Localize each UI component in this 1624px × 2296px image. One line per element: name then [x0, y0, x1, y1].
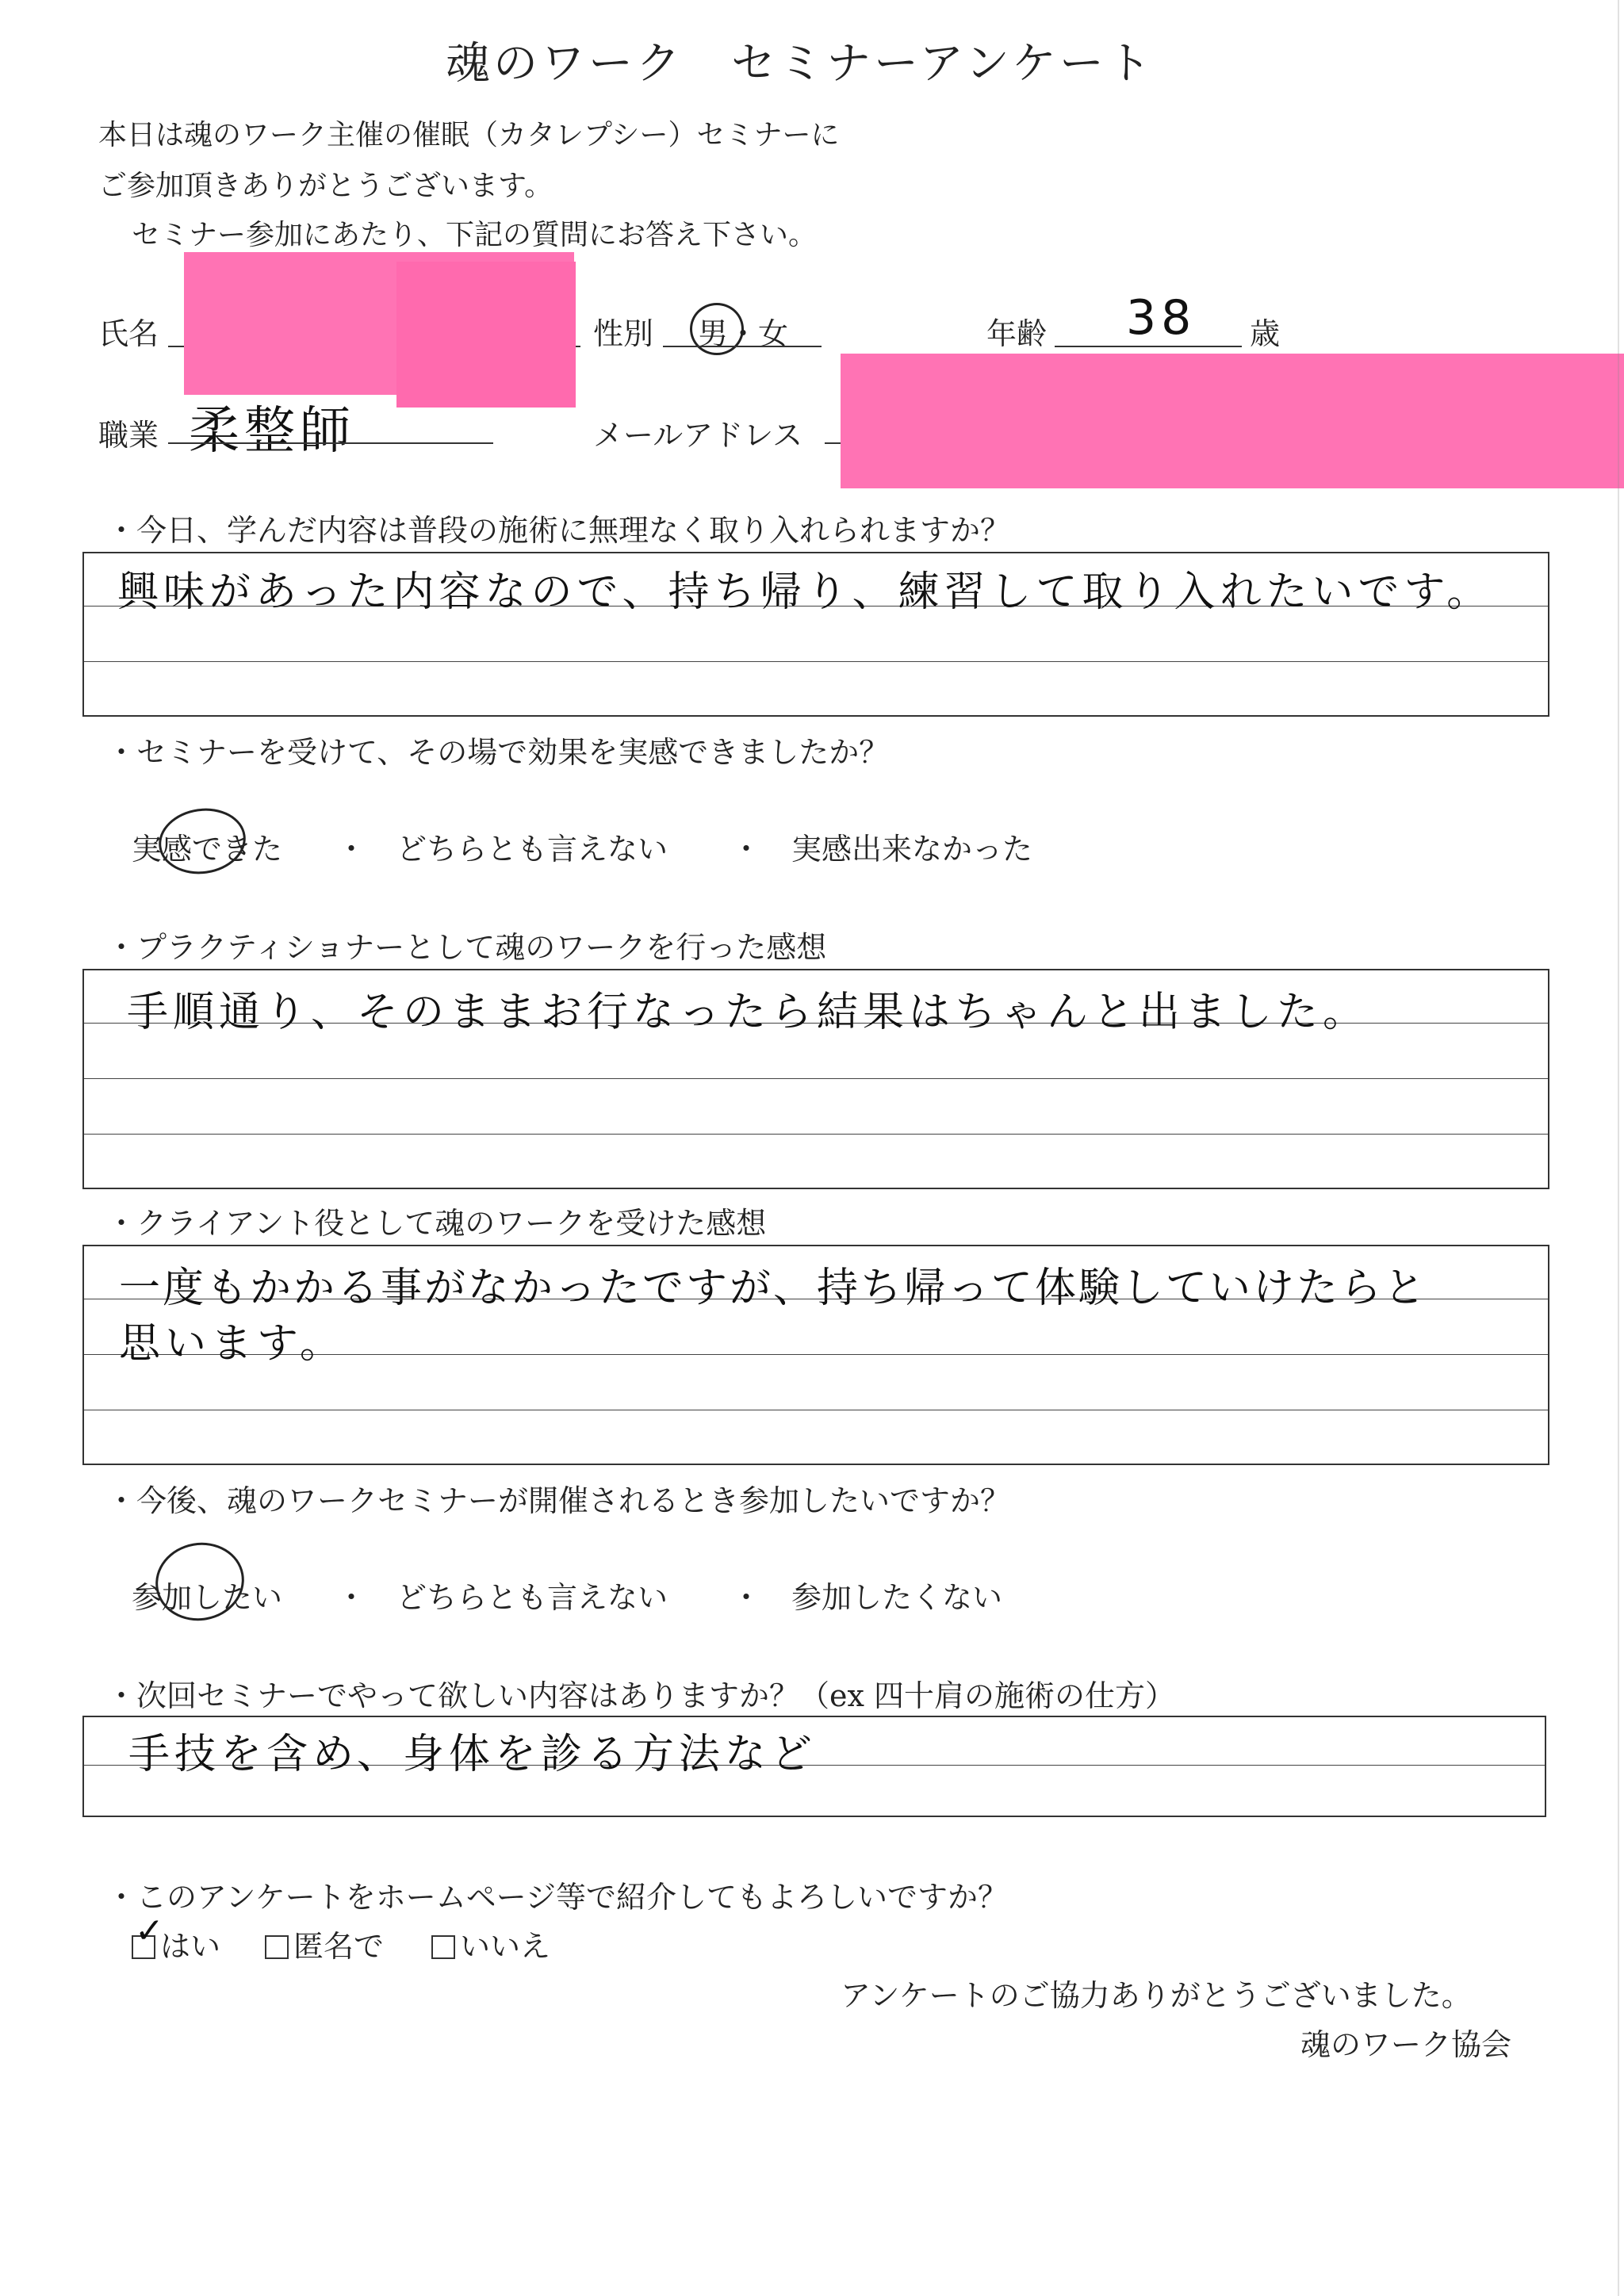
q5-option-1[interactable]: 参加したい	[132, 1580, 283, 1615]
q3-answer: 手順通り、そのままお行なったら結果はちゃんと出ました。	[127, 989, 1369, 1036]
q5-sep-1: ・	[336, 1580, 367, 1615]
q7-option-anonymous-label: 匿名で	[293, 1929, 385, 1964]
q4-answer-line-1: 一度もかかる事がなかったですが、持ち帰って体験していけたらと	[119, 1265, 1428, 1312]
q7-option-yes-label: はい	[160, 1929, 221, 1964]
intro-line-3: セミナー参加にあたり、下記の質問にお答え下さい。	[132, 219, 818, 251]
q5-option-3[interactable]: 参加したくない	[791, 1580, 1003, 1615]
job-value: 柔整師	[189, 402, 355, 461]
q7-option-no-label: いいえ	[460, 1929, 551, 1964]
intro-line-2: ご参加頂きありがとうございます。	[98, 170, 553, 202]
q2-text: ・セミナーを受けて、その場で効果を実感できましたか？	[106, 735, 890, 770]
gender-selected-circle	[690, 303, 744, 355]
email-label: メールアドレス	[593, 418, 803, 453]
q4-answer-line-2: 思います。	[119, 1320, 346, 1368]
footer-org: 魂のワーク協会	[1300, 2027, 1512, 2062]
q2-sep-1: ・	[336, 832, 367, 867]
q5-text: ・今後、魂のワークセミナーが開催されるとき参加したいですか？	[106, 1483, 1011, 1518]
q7-option-no[interactable]	[431, 1922, 550, 1965]
q2-option-3[interactable]: 実感出来なかった	[791, 832, 1033, 867]
q1-answer: 興味があった内容なので、持ち帰り、練習して取り入れたいです。	[117, 568, 1493, 616]
q7-checkbox-anonymous[interactable]	[265, 1935, 289, 1959]
q7-option-anonymous[interactable]	[265, 1922, 384, 1965]
q5-option-2[interactable]: どちらとも言えない	[396, 1580, 668, 1615]
gender-field[interactable]	[663, 346, 822, 347]
q2-option-1[interactable]: 実感できた	[132, 832, 283, 867]
q7-checkbox-no[interactable]	[431, 1935, 455, 1959]
name-label: 氏名	[98, 316, 159, 351]
q6-answer: 手技を含め、身体を診る方法など	[128, 1731, 817, 1778]
intro-line-1: 本日は魂のワーク主催の催眠（カタレプシー）セミナーに	[98, 119, 840, 151]
q5-sep-2: ・	[731, 1580, 762, 1615]
age-value: 38	[1126, 290, 1197, 346]
scan-edge-line	[1618, 0, 1619, 2296]
age-label: 年齢	[986, 316, 1048, 351]
page-title: 魂のワーク セミナーアンケート	[446, 38, 1155, 90]
job-field[interactable]	[168, 442, 493, 444]
redaction-sticky-email	[841, 354, 1624, 488]
age-field[interactable]	[1055, 346, 1242, 347]
gender-options: 男・女	[698, 316, 789, 351]
redaction-sticky-name-overlap	[396, 262, 576, 408]
q7-text: ・このアンケートをホームページ等で紹介してもよろしいですか？	[106, 1880, 1008, 1915]
footer-thanks: アンケートのご協力ありがとうございました。	[841, 1978, 1472, 2013]
gender-label: 性別	[593, 316, 654, 351]
q1-text: ・今日、学んだ内容は普段の施術に無理なく取り入れられますか？	[106, 513, 1011, 548]
q6-text: ・次回セミナーでやって欲しい内容はありますか？（ex 四十肩の施術の仕方）	[106, 1678, 1176, 1713]
checkmark-icon: ✓	[135, 1911, 164, 1951]
q4-text: ・クライアント役として魂のワークを受けた感想	[106, 1206, 767, 1241]
q2-sep-2: ・	[731, 832, 762, 867]
q2-option-2[interactable]: どちらとも言えない	[396, 832, 668, 867]
job-label: 職業	[98, 418, 159, 453]
q3-text: ・プラクティショナーとして魂のワークを行った感想	[106, 930, 827, 965]
age-unit: 歳	[1250, 316, 1281, 351]
